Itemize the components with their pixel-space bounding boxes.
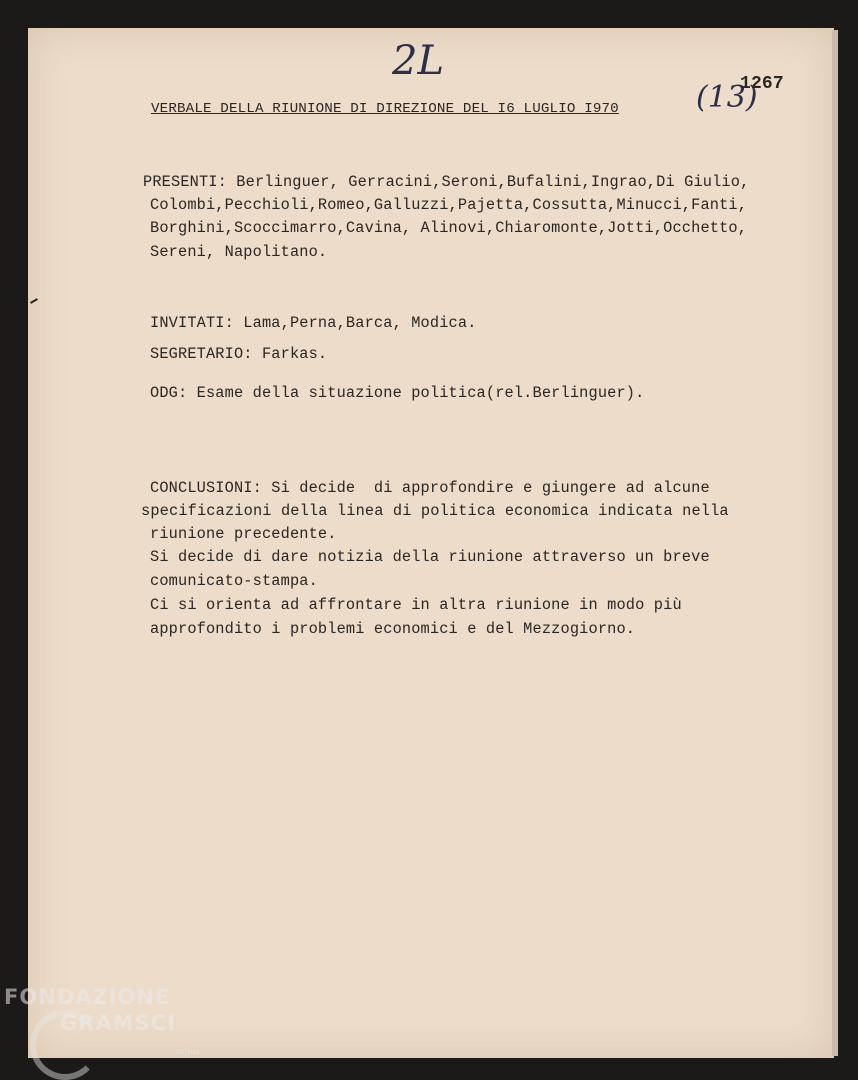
- conclusioni-line-5: comunicato-stampa.: [150, 572, 318, 590]
- presenti-line-2: Colombi,Pecchioli,Romeo,Galluzzi,Pajetta,Cossutta,Minucci,Fanti,: [150, 196, 748, 214]
- watermark: [4, 985, 201, 1057]
- document-title: VERBALE DELLA RIUNIONE DI DIREZIONE DEL I6 LUGLIO I970: [151, 101, 619, 117]
- segretario-line: SEGRETARIO: Farkas.: [150, 345, 328, 363]
- handwritten-bracket-number: (13): [696, 80, 758, 115]
- conclusioni-line-6: Ci si orienta ad affrontare in altra riunione in modo più: [150, 596, 682, 614]
- odg-line: ODG: Esame della situazione politica(rel.Berlinguer).: [150, 384, 645, 402]
- watermark-line-1: FONDAZIONE: [4, 985, 171, 1009]
- page-edge: [832, 30, 838, 1056]
- presenti-line-4: Sereni, Napolitano.: [150, 243, 328, 261]
- conclusioni-line-7: approfondito i problemi economici e del Mezzogiorno.: [150, 620, 636, 638]
- conclusioni-line-3: riunione precedente.: [150, 525, 337, 543]
- page-number: 1267: [740, 74, 784, 94]
- watermark-line-2: GRAMSCI: [60, 1011, 176, 1035]
- handwritten-number: 2L: [392, 38, 445, 84]
- conclusioni-line-4: Si decide di dare notizia della riunione attraverso un breve: [150, 548, 710, 566]
- invitati-line: INVITATI: Lama,Perna,Barca, Modica.: [150, 314, 477, 332]
- presenti-line-3: Borghini,Scoccimarro,Cavina, Alinovi,Chiaromonte,Jotti,Occhetto,: [150, 219, 748, 237]
- conclusioni-line-1: CONCLUSIONI: Si decide di approfondire e giungere ad alcune: [150, 479, 710, 497]
- watermark-suffix: onlus: [176, 1047, 201, 1057]
- conclusioni-line-2: specificazioni della linea di politica economica indicata nella: [141, 502, 729, 520]
- presenti-line-1: PRESENTI: Berlinguer, Gerracini,Seroni,Bufalini,Ingrao,Di Giulio,: [143, 173, 750, 191]
